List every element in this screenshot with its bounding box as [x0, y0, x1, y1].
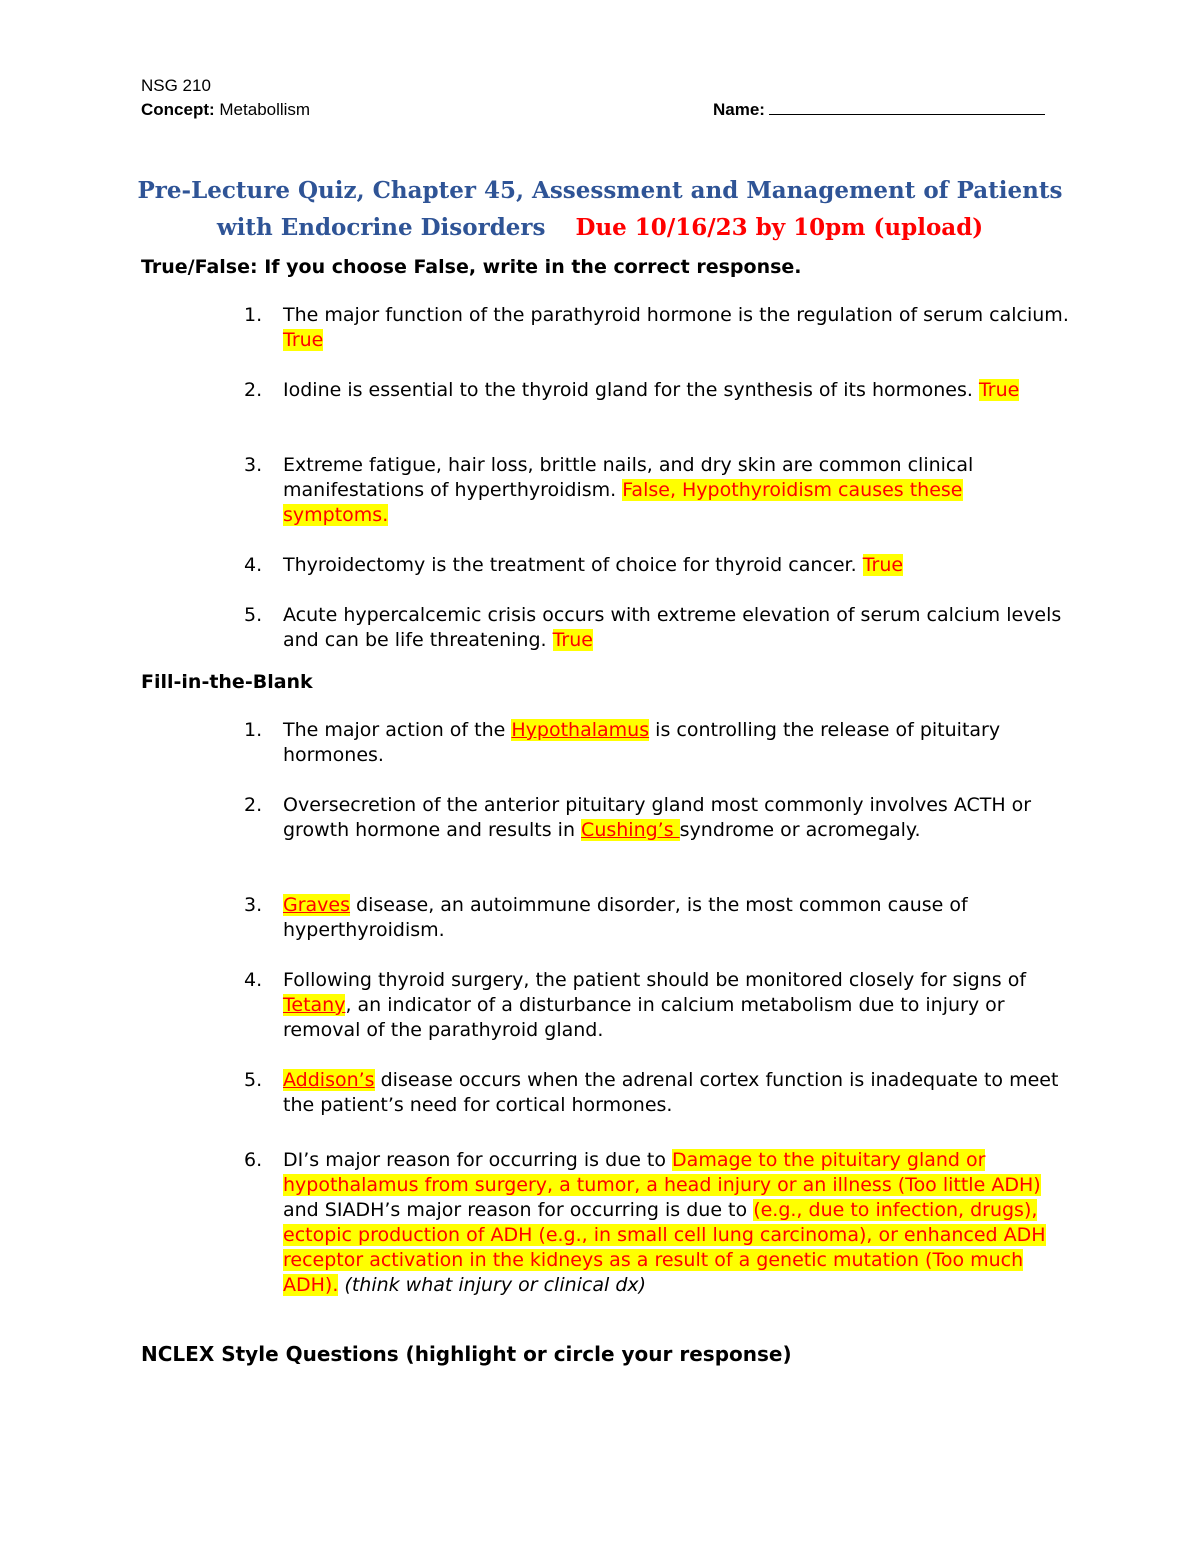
fill-blank-heading: Fill-in-the-Blank	[141, 671, 313, 693]
fb-item-5	[283, 1068, 1073, 1118]
concept-line	[141, 98, 310, 122]
course-code: NSG 210	[141, 76, 211, 95]
fb-answer-6b: (e.g., due to infection, drugs), ectopic production of ADH (e.g., in small cell lung carcinoma), or enhanced ADH receptor activation in the kidneys as a result of a genetic mutation (Too much ADH).	[283, 1199, 1046, 1296]
tf-num-2: 2.	[244, 379, 263, 401]
fb-post-2: syndrome or acromegaly.	[679, 819, 921, 841]
fb-num-2: 2.	[244, 794, 263, 816]
title-line-2-text: with Endocrine Disorders	[216, 214, 546, 241]
fb-num-5: 5.	[244, 1069, 263, 1091]
fb-mid-6: and SIADH’s major reason for occurring is due to	[283, 1199, 754, 1221]
page-title	[120, 172, 1080, 246]
tf-answer-2: True	[978, 379, 1020, 401]
fb-answer-2: Cushing’s	[581, 819, 680, 841]
tf-item-2	[283, 378, 1073, 403]
fb-pre-6: DI’s major reason for occurring is due to	[283, 1149, 673, 1171]
fb-num-1: 1.	[244, 719, 263, 741]
tf-item-1	[283, 303, 1073, 353]
fb-item-6	[283, 1148, 1073, 1298]
name-blank-line	[769, 98, 1045, 115]
fb-post-4: , an indicator of a disturbance in calcium metabolism due to injury or removal of the parathyroid gland.	[283, 994, 1005, 1041]
tf-answer-3: False, Hypothyroidism causes these symptoms.	[283, 479, 963, 526]
fb-post-3: disease, an autoimmune disorder, is the most common cause of hyperthyroidism.	[283, 894, 968, 941]
tf-item-5	[283, 603, 1073, 653]
tf-answer-1: True	[283, 329, 324, 351]
fb-pre-2: Oversecretion of the anterior pituitary gland most commonly involves ACTH or growth hormone and results in	[283, 794, 1032, 841]
name-label: Name:	[713, 100, 765, 119]
fb-pre-4: Following thyroid surgery, the patient should be monitored closely for signs of	[283, 969, 1027, 991]
due-date: Due 10/16/23 by 10pm (upload)	[575, 214, 984, 241]
tf-text-3: Extreme fatigue, hair loss, brittle nails, and dry skin are common clinical manifestations of hyperthyroidism.	[283, 454, 974, 501]
nclex-heading: NCLEX Style Questions (highlight or circle your response)	[141, 1342, 792, 1366]
tf-num-5: 5.	[244, 604, 263, 626]
fb-item-3	[283, 893, 1073, 943]
tf-item-3	[283, 453, 1073, 528]
fb-num-6: 6.	[244, 1149, 263, 1171]
fb-num-4: 4.	[244, 969, 263, 991]
fb-answer-6a: Damage to the pituitary gland or hypothalamus from surgery, a tumor, a head injury or an illness (Too little ADH)	[283, 1149, 1041, 1196]
tf-num-1: 1.	[244, 304, 263, 326]
concept-label: Concept:	[141, 100, 215, 119]
fb-item-2	[283, 793, 1073, 843]
fb-post-5: disease occurs when the adrenal cortex function is inadequate to meet the patient’s need for cortical hormones.	[283, 1069, 1059, 1116]
title-line-2	[120, 209, 1080, 246]
name-field	[713, 98, 1058, 122]
fb-item-1	[283, 718, 1073, 768]
tf-text-4: Thyroidectomy is the treatment of choice for thyroid cancer.	[283, 554, 863, 576]
fb-answer-1: Hypothalamus	[511, 719, 650, 741]
tf-text-5: Acute hypercalcemic crisis occurs with extreme elevation of serum calcium levels and can be life threatening.	[283, 604, 1062, 651]
fb-answer-5: Addison’s	[283, 1069, 375, 1091]
title-line-1: Pre-Lecture Quiz, Chapter 45, Assessment and Management of Patients	[137, 177, 1063, 204]
fb-item-4	[283, 968, 1073, 1043]
fb-answer-3: Graves	[283, 894, 351, 916]
tf-text-1: The major function of the parathyroid hormone is the regulation of serum calcium.	[283, 304, 1069, 326]
fb-note-6: (think what injury or clinical dx)	[338, 1274, 647, 1296]
fb-pre-1: The major action of the	[283, 719, 512, 741]
header-left	[141, 74, 310, 122]
tf-num-3: 3.	[244, 454, 263, 476]
tf-text-2: Iodine is essential to the thyroid gland for the synthesis of its hormones.	[283, 379, 979, 401]
concept-value: Metabollism	[214, 100, 311, 119]
fb-num-3: 3.	[244, 894, 263, 916]
fb-post-1: is controlling the release of pituitary hormones.	[283, 719, 1001, 766]
tf-answer-5: True	[552, 629, 593, 651]
fb-answer-4: Tetany	[283, 994, 346, 1016]
true-false-heading: True/False: If you choose False, write in the correct response.	[141, 256, 802, 278]
tf-num-4: 4.	[244, 554, 263, 576]
tf-item-4	[283, 553, 1073, 578]
tf-answer-4: True	[862, 554, 904, 576]
